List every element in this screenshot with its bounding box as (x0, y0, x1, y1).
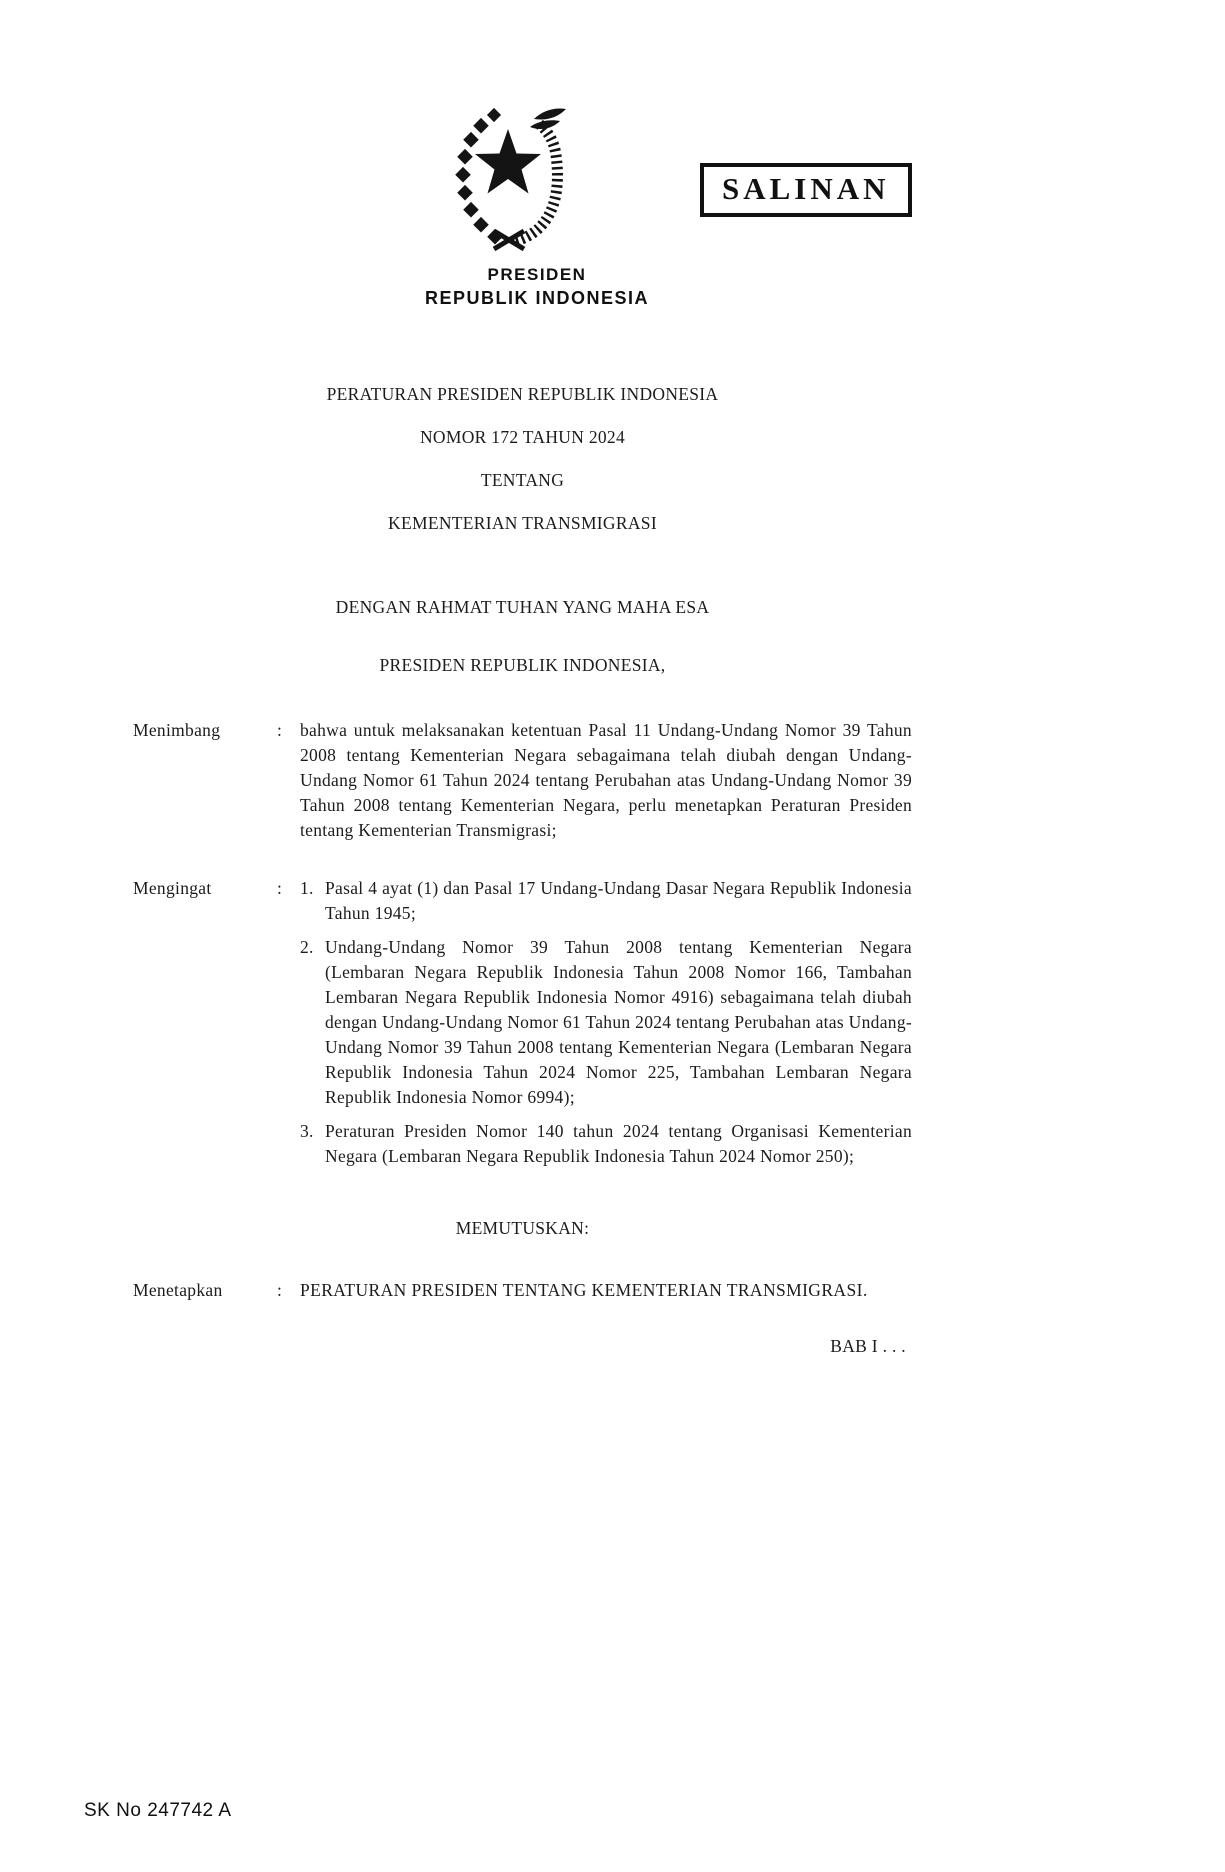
authority-line: PRESIDEN REPUBLIK INDONESIA, (379, 655, 666, 675)
letterhead-line2: REPUBLIK INDONESIA (424, 288, 649, 308)
salinan-stamp: SALINAN (700, 163, 912, 217)
mengingat-item-number: 3. (300, 1121, 314, 1141)
mengingat-item (300, 876, 912, 926)
menetapkan-text: PERATURAN PRESIDEN TENTANG KEMENTERIAN TRANSMIGRASI. (300, 1280, 868, 1300)
mengingat-item-number: 1. (300, 878, 314, 898)
mengingat-clause (133, 876, 912, 1178)
page-continuation-marker: BAB I . . . (830, 1336, 906, 1356)
menimbang-colon: : (277, 720, 283, 740)
document-body (133, 382, 912, 1377)
letterhead (372, 265, 702, 309)
mengingat-list (300, 876, 912, 1178)
mengingat-item-text: Undang-Undang Nomor 39 Tahun 2008 tentang Kementerian Negara (Lembaran Negara Republik Indonesia Tahun 2008 Nomor 166, Tambahan Lembaran Negara Republik Indonesia Nomor 4916) sebagaimana telah diubah dengan Undang-Undang Nomor 61 Tahun 2024 tentang Perubahan atas Undang-Undang Nomor 39 Tahun 2008 tentang Kementerian Negara (Lembaran Negara Republik Indonesia Tahun 2024 Nomor 225, Tambahan Lembaran Negara Republik Indonesia Nomor 6994); (325, 937, 912, 1107)
regulation-title-line3: TENTANG (480, 470, 565, 490)
mengingat-item (300, 1119, 912, 1169)
mengingat-item (300, 935, 912, 1110)
mengingat-item-text: Peraturan Presiden Nomor 140 tahun 2024 tentang Organisasi Kementerian Negara (Lembaran Negara Republik Indonesia Tahun 2024 Nomor 250); (325, 1121, 912, 1166)
regulation-title-line1: PERATURAN PRESIDEN REPUBLIK INDONESIA (326, 384, 719, 404)
menimbang-text: bahwa untuk melaksanakan ketentuan Pasal 11 Undang-Undang Nomor 39 Tahun 2008 tentang Kementerian Negara sebagaimana telah diubah dengan Undang-Undang Nomor 61 Tahun 2024 tentang Perubahan atas Undang-Undang Nomor 39 Tahun 2008 tentang Kementerian Negara, perlu menetapkan Peraturan Presiden tentang Kementerian Transmigrasi; (300, 720, 912, 840)
menimbang-label: Menimbang (133, 720, 221, 740)
mengingat-item-number: 2. (300, 937, 314, 957)
menetapkan-colon: : (277, 1280, 283, 1300)
menetapkan-clause (133, 1278, 912, 1303)
menimbang-clause (133, 718, 912, 843)
presidential-seal-emblem (438, 103, 578, 253)
menetapkan-label: Menetapkan (133, 1280, 223, 1300)
mengingat-colon: : (277, 878, 283, 898)
star-wreath-icon (438, 103, 578, 253)
regulation-title-line4: KEMENTERIAN TRANSMIGRASI (388, 513, 657, 533)
letterhead-line1: PRESIDEN (487, 265, 587, 284)
memutuskan-heading: MEMUTUSKAN: (455, 1218, 590, 1238)
mengingat-label: Mengingat (133, 878, 212, 898)
footer-document-code: SK No 247742 A (84, 1800, 232, 1821)
invocation-line: DENGAN RAHMAT TUHAN YANG MAHA ESA (335, 597, 710, 617)
regulation-title-line2: NOMOR 172 TAHUN 2024 (419, 427, 626, 447)
mengingat-item-text: Pasal 4 ayat (1) dan Pasal 17 Undang-Undang Dasar Negara Republik Indonesia Tahun 1945; (325, 878, 912, 923)
